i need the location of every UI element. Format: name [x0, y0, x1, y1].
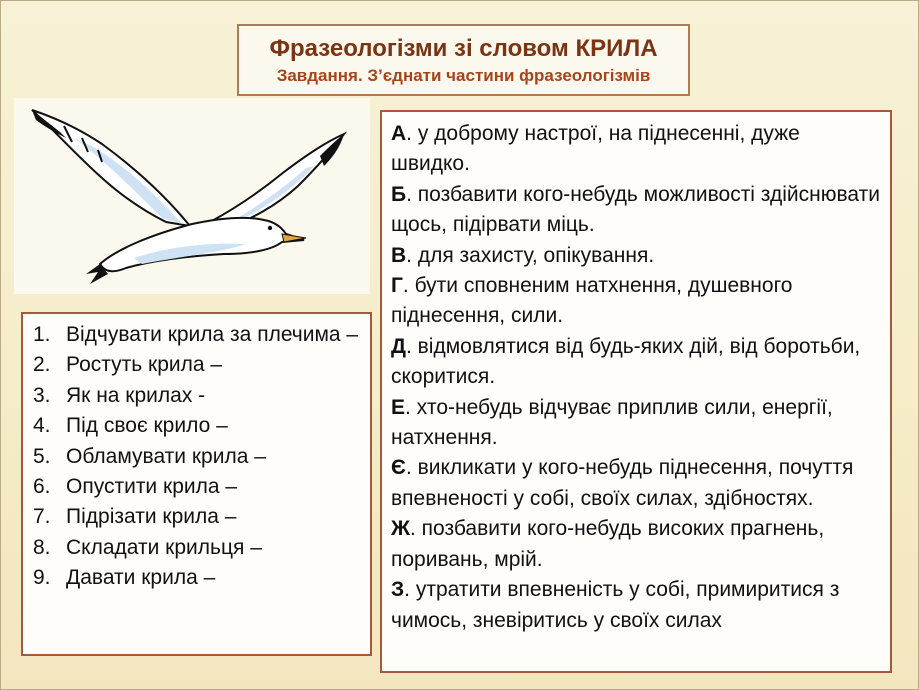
- page-title: Фразеологізми зі словом КРИЛА: [269, 35, 658, 62]
- phrase-item-5: 5. Обламувати крила –: [33, 444, 266, 468]
- definition-item-ye: Є. викликати у кого-небудь піднесення, почуття впевненості у собі, своїх силах, здібностях.: [391, 456, 854, 510]
- phrase-item-2: 2. Ростуть крила –: [33, 353, 223, 377]
- phrase-item-9: 9. Давати крила –: [33, 566, 216, 590]
- phrase-item-1: 1. Відчувати крила за плечима –: [33, 323, 359, 346]
- definition-item-b: Б. позбавити кого-небудь можливості здійснювати щось, підірвати міць.: [391, 182, 880, 237]
- definition-item-v: В. для захисту, опікування.: [391, 243, 655, 267]
- definition-item-d: Д. відмовлятися від будь-яких дій, від боротьби, скоритися.: [391, 334, 861, 389]
- phrase-item-6: 6. Опустити крила –: [33, 475, 238, 499]
- phrase-item-7: 7. Підрізати крила –: [33, 505, 237, 529]
- definition-item-zh: Ж. позбавити кого-небудь високих прагнень, поривань, мрій.: [391, 517, 825, 571]
- definition-list-box: [380, 110, 892, 673]
- phrase-list: [23, 320, 370, 594]
- phrase-item-4: 4. Під своє крило –: [33, 414, 228, 438]
- definition-item-e: Е. хто-небудь відчуває приплив сили, енергії, натхнення.: [391, 395, 833, 450]
- definition-item-h: Г. бути сповненим натхнення, душевного піднесення, сили.: [391, 274, 793, 328]
- phrase-item-8: 8. Складати крильця –: [33, 535, 262, 559]
- definition-item-a: А. у доброму настрої, на піднесенні, дуже швидко.: [391, 122, 800, 176]
- phrase-item-3: 3. Як на крилах -: [33, 383, 206, 407]
- seagull-image: [14, 98, 370, 294]
- title-box: [237, 24, 690, 96]
- task-subtitle: Завдання. З’єднати частини фразеологізмів: [276, 66, 651, 85]
- definition-item-z: З. утратити впевненість у собі, примиритися з чимось, зневіритись у своїх силах: [391, 578, 840, 632]
- phrase-list-box: [21, 312, 372, 656]
- seagull-icon: [14, 98, 370, 294]
